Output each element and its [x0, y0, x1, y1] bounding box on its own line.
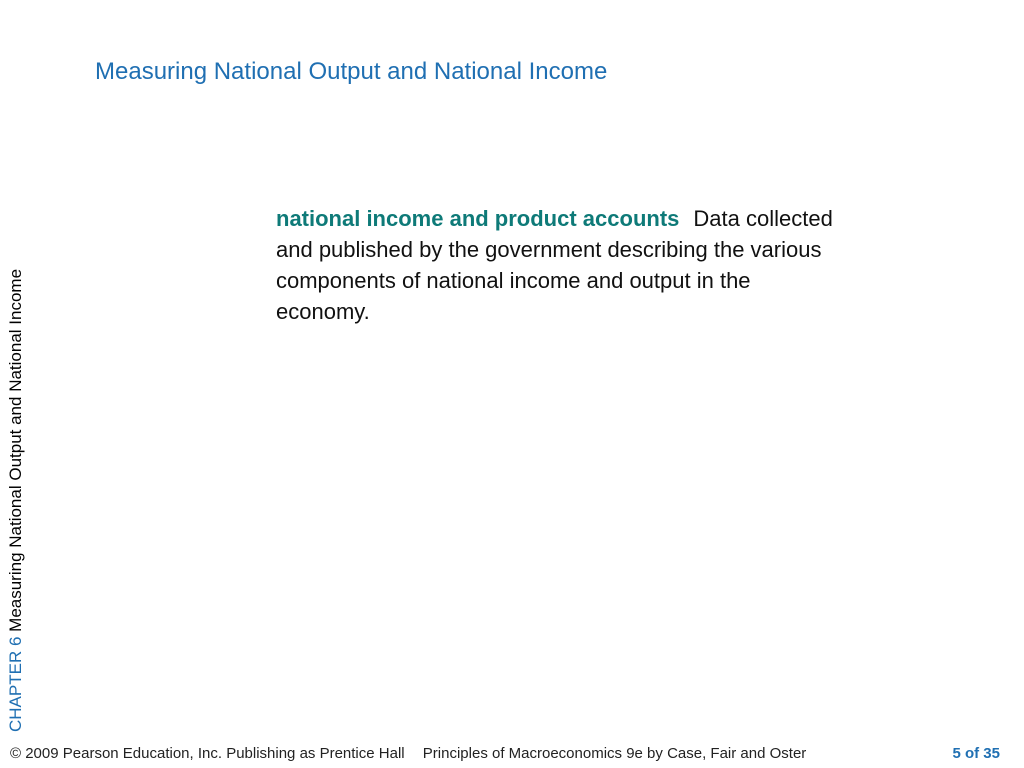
footer-course: Principles of Macroeconomics 9e by Case, Fair and Oster [422, 745, 807, 762]
chapter-number: CHAPTER 6 [6, 636, 25, 732]
definition-block [276, 203, 836, 327]
slide-title: Measuring National Output and National Income [95, 58, 608, 85]
chapter-topic: Measuring National Output and National Income [6, 268, 25, 632]
footer-copyright: © 2009 Pearson Education, Inc. Publishing as Prentice Hall [10, 745, 405, 762]
footer [10, 745, 806, 762]
page-counter: 5 of 35 [952, 745, 1000, 762]
definition-term: national income and product accounts [276, 206, 680, 231]
definition-text: Data collected and published by the government describing the various components of national income and output in the economy. [276, 206, 833, 324]
chapter-side-label [6, 269, 26, 732]
